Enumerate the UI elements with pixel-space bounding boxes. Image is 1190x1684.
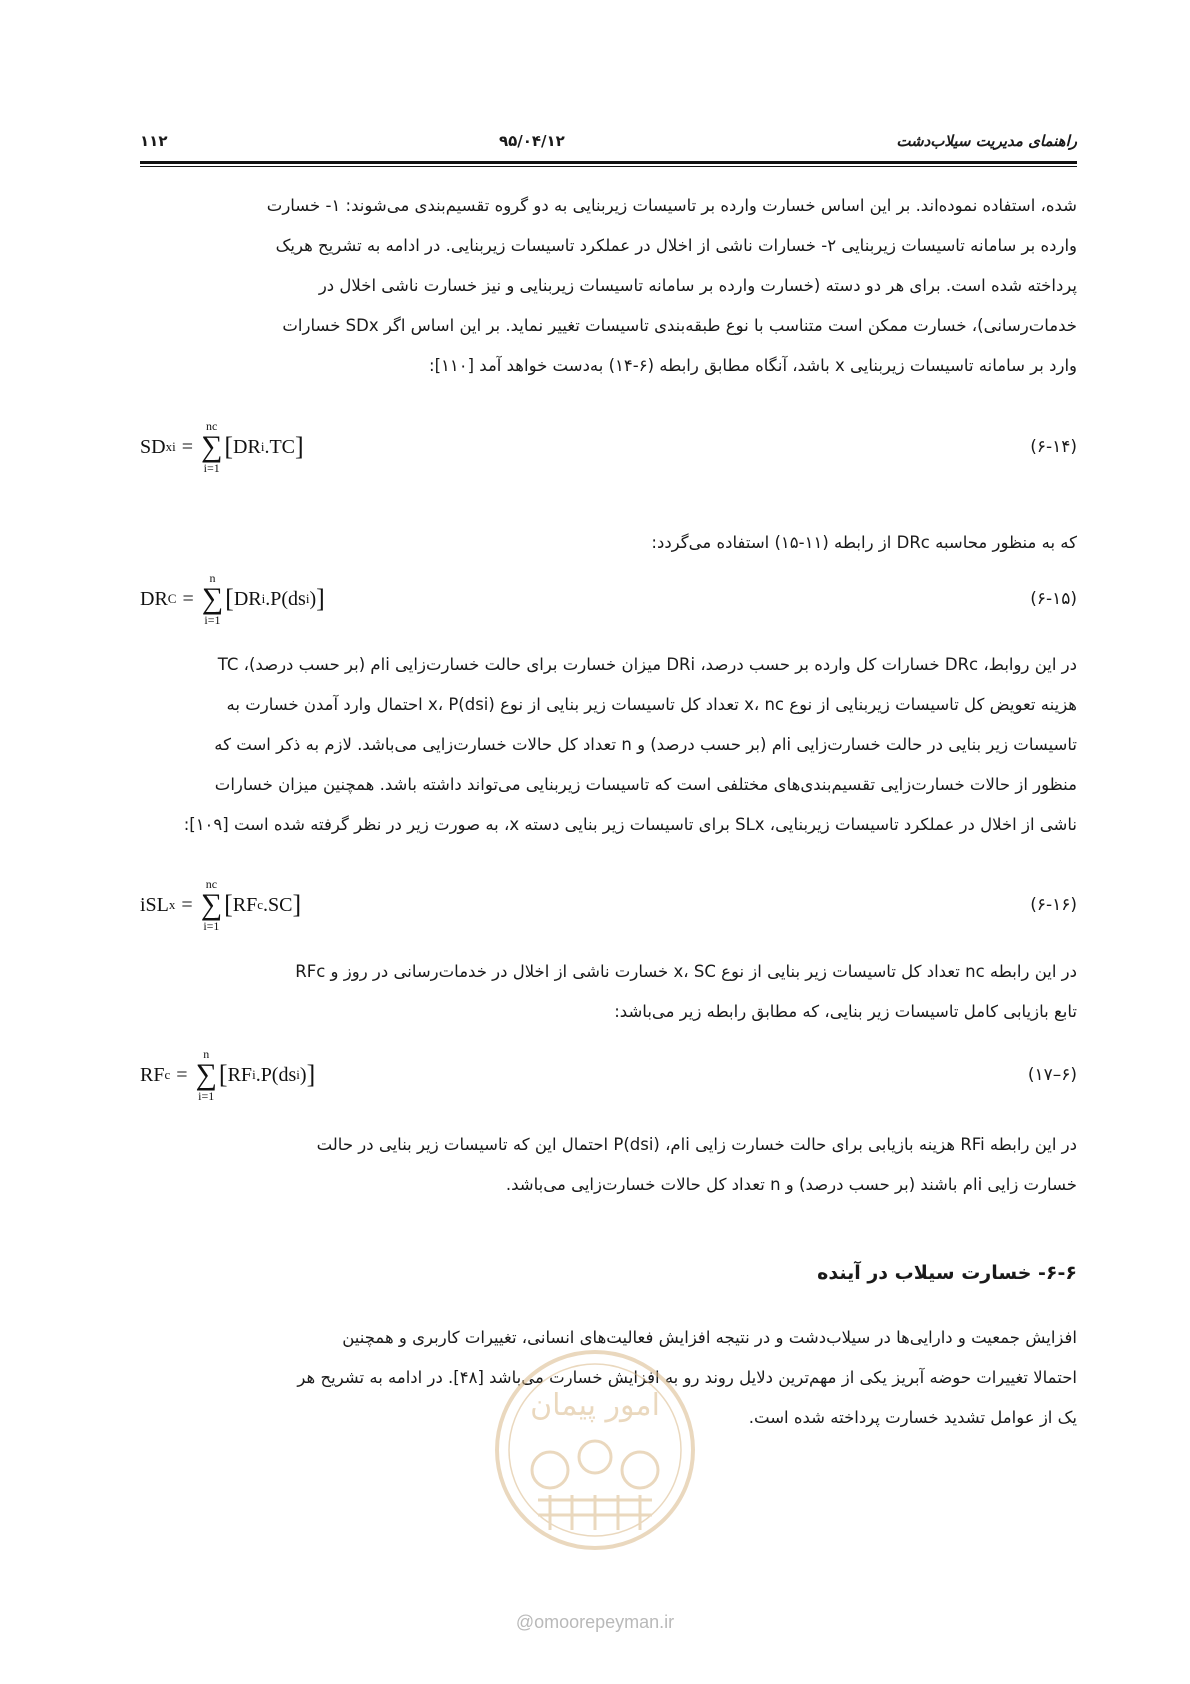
- eq-tail: .P(ds: [255, 1063, 297, 1086]
- formula: [140, 870, 301, 940]
- sum-upper: n: [209, 571, 216, 585]
- bracket-open: [: [218, 1060, 228, 1089]
- eq-body-sub: c: [257, 897, 263, 912]
- text-line: منظور از حالات خسارت‌زایی تقسیم‌بندی‌های مختلفی است که تاسیسات زیربنایی می‌تواند داشته باشد. همچنین میزان خسارات: [214, 775, 1077, 794]
- bracket-close: ]: [295, 432, 304, 461]
- bracket-open: [: [224, 432, 234, 461]
- sum-lower: i=1: [204, 613, 221, 627]
- seal-logo-text: امور پیمان: [530, 1388, 660, 1423]
- bracket-open: [: [225, 584, 234, 613]
- sum-symbol: [196, 1047, 217, 1103]
- sum-lower: i=1: [203, 919, 220, 933]
- sigma-glyph: ∑: [200, 888, 223, 921]
- sum-lower: i=1: [198, 1089, 215, 1103]
- eq-lhs: RF: [140, 1063, 165, 1086]
- equation-number: (۶-۱۶): [1030, 895, 1077, 915]
- equals-sign: =: [182, 587, 194, 610]
- sum-symbol: [201, 419, 222, 475]
- text-line: پرداخته شده است. برای هر دو دسته (خسارت وارده بر سامانه تاسیسات زیربنایی و نیز خسارت ناشی اخلال در: [318, 276, 1077, 295]
- eq-body-sub: i: [260, 439, 265, 454]
- text-line: در این رابطه nc تعداد کل تاسیسات زیر بنایی از نوع x، SC خسارت ناشی از اخلال در خدمات‌رسانی در روز و RFc: [295, 962, 1077, 981]
- watermark-seal: [490, 1345, 700, 1555]
- formula: [140, 412, 304, 482]
- equation-number: (۶-۱۴): [1030, 437, 1077, 457]
- eq-tail-sub: i: [305, 591, 310, 606]
- text-line: وارد بر سامانه تاسیسات زیربنایی x باشد، آنگاه مطابق رابطه (۶-۱۴) به‌دست خواهد آمد [۱۱۰]:: [429, 356, 1077, 375]
- seal-emblem: [532, 1441, 658, 1530]
- equals-sign: =: [181, 435, 193, 458]
- text-line: که به منظور محاسبه DRc از رابطه (۱۱-۱۵) استفاده می‌گردد:: [651, 533, 1077, 552]
- eq-tail: .SC: [263, 893, 293, 916]
- eq-body-sub: i: [261, 591, 266, 606]
- sigma-glyph: ∑: [195, 1058, 217, 1091]
- eq-tail: .TC: [264, 435, 296, 458]
- paragraph-2: [140, 645, 1077, 845]
- eq-body: RF: [227, 1063, 253, 1086]
- equation-16: [140, 870, 1077, 940]
- equation-number: (۶–۱۷): [1027, 1065, 1077, 1085]
- equation-14: [140, 412, 1077, 482]
- paragraph-4: [140, 1125, 1077, 1205]
- paragraph-3: [140, 952, 1077, 1032]
- sum-upper: nc: [205, 877, 218, 891]
- page-header: [140, 128, 1077, 154]
- sum-symbol: [202, 571, 223, 627]
- formula: [140, 1040, 315, 1110]
- eq-body: DR: [233, 435, 261, 458]
- eq-tail-sub: i: [296, 1067, 300, 1082]
- sum-upper: nc: [206, 419, 218, 433]
- eq-body-sub: i: [252, 1067, 256, 1082]
- sum-upper: n: [203, 1047, 210, 1061]
- formula: [140, 564, 325, 634]
- sum-lower: i=1: [203, 461, 220, 475]
- eq-body: DR: [233, 587, 262, 610]
- eq-lhs: SD: [140, 435, 166, 458]
- equation-number: (۶-۱۵): [1030, 589, 1077, 609]
- text-line: تابع بازیابی کامل تاسیسات زیر بنایی، که مطابق رابطه زیر می‌باشد:: [614, 1002, 1077, 1021]
- eq-tail-end: ): [299, 1063, 307, 1086]
- eq-body: RF: [232, 893, 258, 916]
- text-line: احتمالا تغییرات حوضه آبریز یکی از مهم‌ترین دلایل روند رو به افزایش خسارت می‌باشد [۴۸]. در ادامه به تشریح هر: [297, 1368, 1077, 1387]
- header-rule-thick: [140, 161, 1077, 164]
- bracket-close: ]: [306, 1060, 316, 1089]
- bracket-close: ]: [316, 584, 325, 613]
- equals-sign: =: [181, 893, 193, 916]
- equation-17: [140, 1040, 1077, 1110]
- eq-lhs-sub: xi: [165, 439, 176, 454]
- equals-sign: =: [176, 1063, 188, 1086]
- paragraph-eq2-intro: [140, 523, 1077, 563]
- text-line: ناشی از اخلال در عملکرد تاسیسات زیربنایی، SLx برای تاسیسات زیر بنایی دسته x، به صورت زیر در نظر گرفته شده است [۱۰۹]:: [183, 815, 1077, 834]
- eq-tail: .P(ds: [265, 587, 306, 610]
- sigma-glyph: ∑: [201, 582, 224, 615]
- text-line: یک از عوامل تشدید خسارت پرداخته شده است.: [748, 1408, 1077, 1427]
- header-rule-thin: [140, 166, 1077, 167]
- text-line: هزینه تعویض کل تاسیسات زیربنایی از نوع x، nc تعداد کل تاسیسات زیر بنایی از نوع x، P(dsi) احتمال وارد آمدن خسارت به: [226, 695, 1077, 714]
- watermark-site: @omoorepeyman.ir: [515, 1612, 675, 1632]
- eq-lhs-sub: C: [167, 591, 177, 606]
- text-line: خدمات‌رسانی)، خسارت ممکن است متناسب با نوع طبقه‌بندی تاسیسات تغییر نماید. بر این اساس اگر SDx خسارات: [282, 316, 1077, 335]
- sum-symbol: [201, 877, 222, 933]
- text-line: تاسیسات زیر بنایی در حالت خسارت‌زایی iام (بر حسب درصد) و n تعداد کل حالات خسارت‌زایی می‌باشد. لازم به ذکر است که: [214, 735, 1077, 754]
- text-line: در این رابطه RFi هزینه بازیابی برای حالت خسارت زایی iام، P(dsi) احتمال این که تاسیسات زیر بنایی در حالت: [316, 1135, 1077, 1154]
- paragraph-1: [140, 186, 1077, 386]
- text-line: در این روابط، DRc خسارات کل وارده بر حسب درصد، DRi میزان خسارت برای حالت خسارت‌زایی iام (بر حسب درصد)، TC: [217, 655, 1077, 674]
- equation-15: [140, 564, 1077, 634]
- bracket-open: [: [224, 890, 233, 919]
- section-heading: ۶-۶- خسارت سیلاب در آینده: [817, 1262, 1077, 1284]
- sigma-glyph: ∑: [200, 430, 223, 463]
- eq-lhs-sub: c: [164, 1067, 171, 1082]
- eq-lhs: DR: [140, 587, 168, 610]
- text-line: شده، استفاده نموده‌اند. بر این اساس خسارت وارده بر تاسیسات زیربنایی به دو گروه تقسیم‌بندی می‌شوند: ۱- خسارت: [266, 196, 1077, 215]
- book-title: راهنمای مدیریت سیلاب‌دشت: [896, 132, 1077, 150]
- page-number: ۱۱۲: [140, 132, 168, 150]
- text-line: افزایش جمعیت و دارایی‌ها در سیلاب‌دشت و در نتیجه افزایش فعالیت‌های انسانی، تغییرات کاربری و همچنین: [342, 1328, 1077, 1347]
- eq-lhs: iSL: [140, 893, 169, 916]
- text-line: خسارت زایی iام باشند (بر حسب درصد) و n تعداد کل حالات خسارت‌زایی می‌باشد.: [505, 1175, 1077, 1194]
- eq-lhs-sub: x: [168, 897, 176, 912]
- document-code: ۹۵/۰۴/۱۲: [498, 132, 565, 150]
- eq-tail-end: ): [309, 587, 317, 610]
- bracket-close: ]: [292, 890, 302, 919]
- text-line: وارده بر سامانه تاسیسات زیربنایی ۲- خسارات ناشی از اخلال در عملکرد تاسیسات زیربنایی. در ادامه به تشریح هریک: [275, 236, 1077, 255]
